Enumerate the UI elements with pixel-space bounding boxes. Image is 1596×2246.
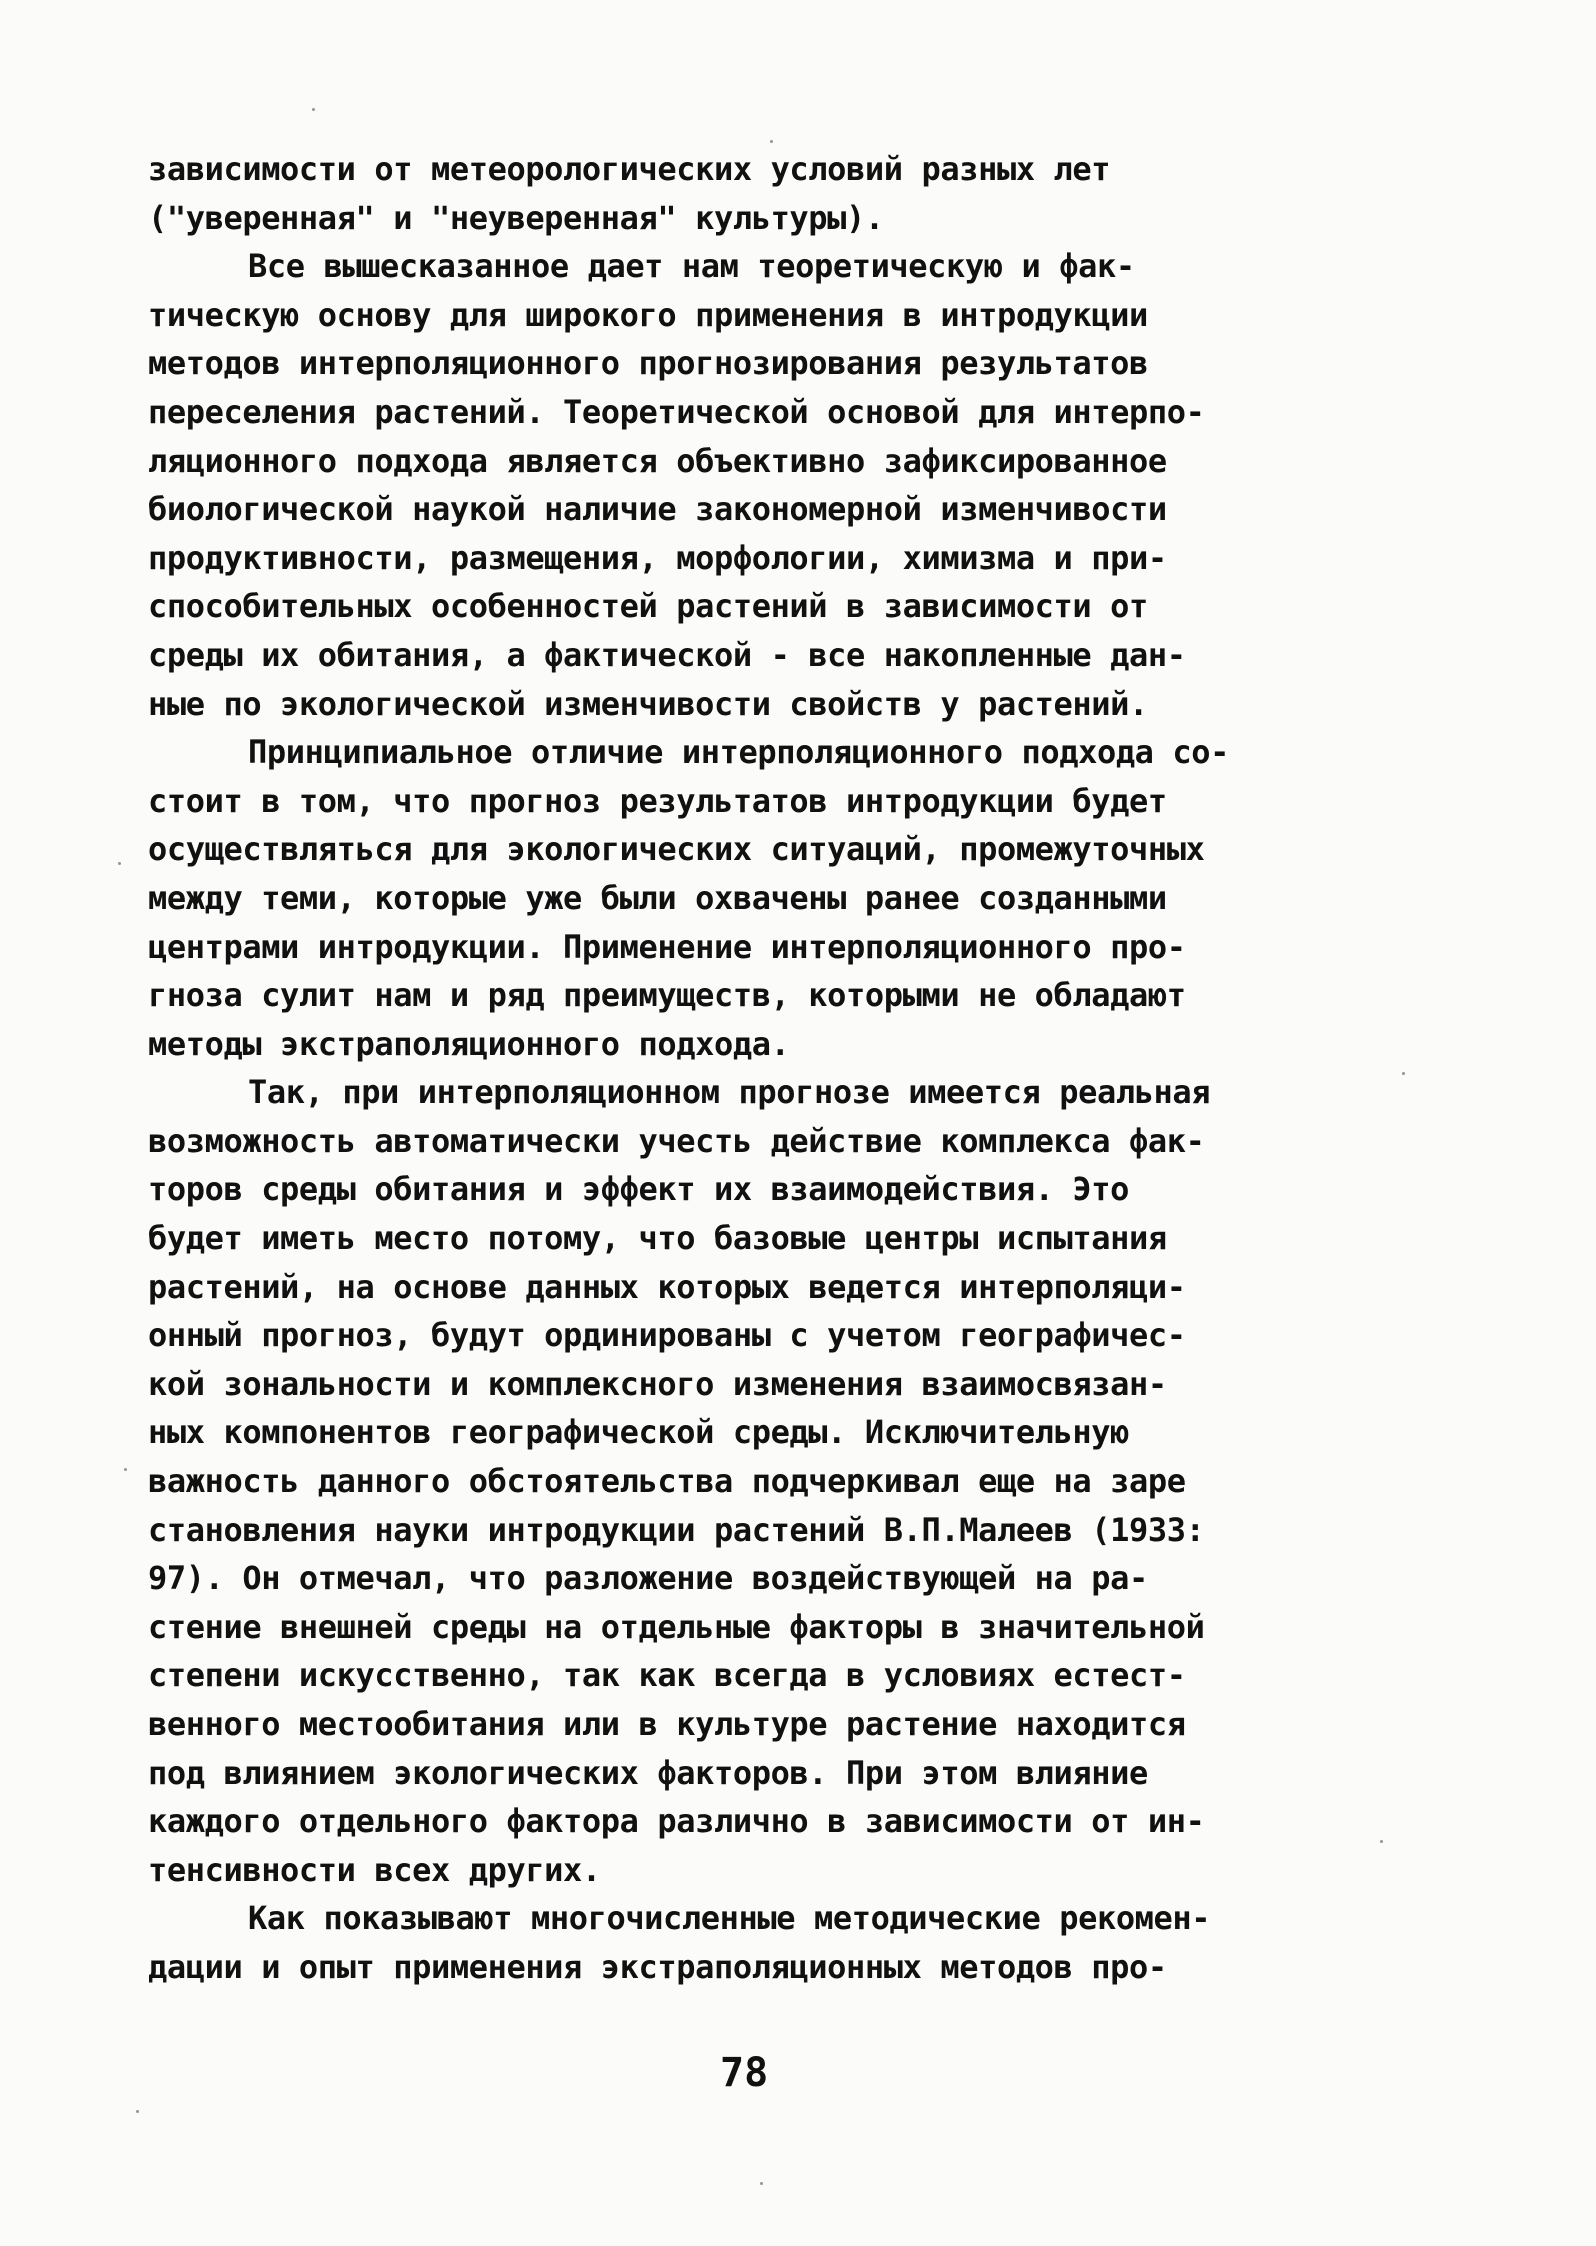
text-line-13: Принципиальное отличие интерполяционного подхода со-: [248, 733, 1230, 772]
scan-speck: [312, 108, 315, 111]
text-line-24: растений, на основе данных которых ведется интерполяци-: [148, 1267, 1186, 1306]
text-line-18: гноза сулит нам и ряд преимуществ, которыми не обладают: [148, 976, 1186, 1015]
scan-speck: [124, 1468, 127, 1471]
text-line-15: осуществляться для экологических ситуаций, промежуточных: [148, 830, 1205, 869]
scan-speck: [760, 2182, 763, 2185]
text-line-11: среды их обитания, а фактической - все накопленные дан-: [148, 635, 1186, 674]
text-line-19: методы экстраполяционного подхода.: [148, 1024, 790, 1063]
text-line-10: способительных особенностей растений в зависимости от: [148, 587, 1148, 626]
text-line-1: зависимости от метеорологических условий разных лет: [148, 150, 1111, 188]
text-line-27: ных компонентов географической среды. Исключительную: [148, 1413, 1130, 1452]
text-line-5: методов интерполяционного прогнозирования результатов: [148, 344, 1148, 383]
text-line-12: ные по экологической изменчивости свойств у растений.: [148, 684, 1148, 723]
text-line-8: биологической наукой наличие закономерной изменчивости: [148, 490, 1167, 529]
scan-speck: [118, 862, 121, 865]
page-number: 78: [720, 2050, 769, 2096]
text-line-31: стение внешней среды на отдельные факторы в значительной: [148, 1607, 1205, 1646]
text-line-36: тенсивности всех других.: [148, 1850, 601, 1889]
text-line-22: торов среды обитания и эффект их взаимодействия. Это: [148, 1170, 1130, 1209]
text-line-9: продуктивности, размещения, морфологии, химизма и при-: [148, 538, 1167, 577]
text-line-32: степени искусственно, так как всегда в условиях естест-: [148, 1656, 1186, 1695]
text-line-34: под влиянием экологических факторов. При этом влияние: [148, 1753, 1148, 1792]
scan-speck: [770, 140, 773, 143]
scan-speck: [1380, 1840, 1383, 1843]
text-line-35: каждого отдельного фактора различно в зависимости от ин-: [148, 1802, 1205, 1841]
text-line-29: становления науки интродукции растений В.П.Малеев (1933:: [148, 1510, 1205, 1549]
text-line-7: ляционного подхода является объективно зафиксированное: [148, 441, 1167, 480]
text-line-4: тическую основу для широкого применения в интродукции: [148, 295, 1148, 334]
scan-speck: [1402, 1072, 1405, 1075]
text-line-33: венного местообитания или в культуре растение находится: [148, 1705, 1186, 1743]
text-line-3: Все вышесказанное дает нам теоретическую и фак-: [248, 247, 1135, 286]
text-line-20: Так, при интерполяционном прогнозе имеется реальная: [248, 1073, 1211, 1112]
text-line-25: онный прогноз, будут ординированы с учетом географичес-: [148, 1316, 1186, 1355]
text-line-16: между теми, которые уже были охвачены ранее созданными: [148, 878, 1167, 917]
scan-speck: [136, 2110, 139, 2113]
text-line-30: 97). Он отмечал, что разложение воздействующей на ра-: [148, 1559, 1148, 1598]
text-line-2: ("уверенная" и "неуверенная" культуры).: [148, 198, 884, 237]
text-line-26: кой зональности и комплексного изменения взаимосвязан-: [148, 1364, 1167, 1403]
text-line-37: Как показывают многочисленные методические рекомен-: [248, 1899, 1211, 1938]
text-line-17: центрами интродукции. Применение интерполяционного про-: [148, 927, 1186, 966]
body-text: [148, 145, 1458, 1992]
text-line-14: стоит в том, что прогноз результатов интродукции будет: [148, 781, 1167, 820]
text-line-6: переселения растений. Теоретической основой для интерпо-: [148, 392, 1205, 431]
text-line-21: возможность автоматически учесть действие комплекса фак-: [148, 1121, 1205, 1160]
text-line-38: дации и опыт применения экстраполяционных методов про-: [148, 1947, 1167, 1986]
text-line-23: будет иметь место потому, что базовые центры испытания: [148, 1219, 1167, 1258]
text-line-28: важность данного обстоятельства подчеркивал еще на заре: [148, 1462, 1186, 1501]
